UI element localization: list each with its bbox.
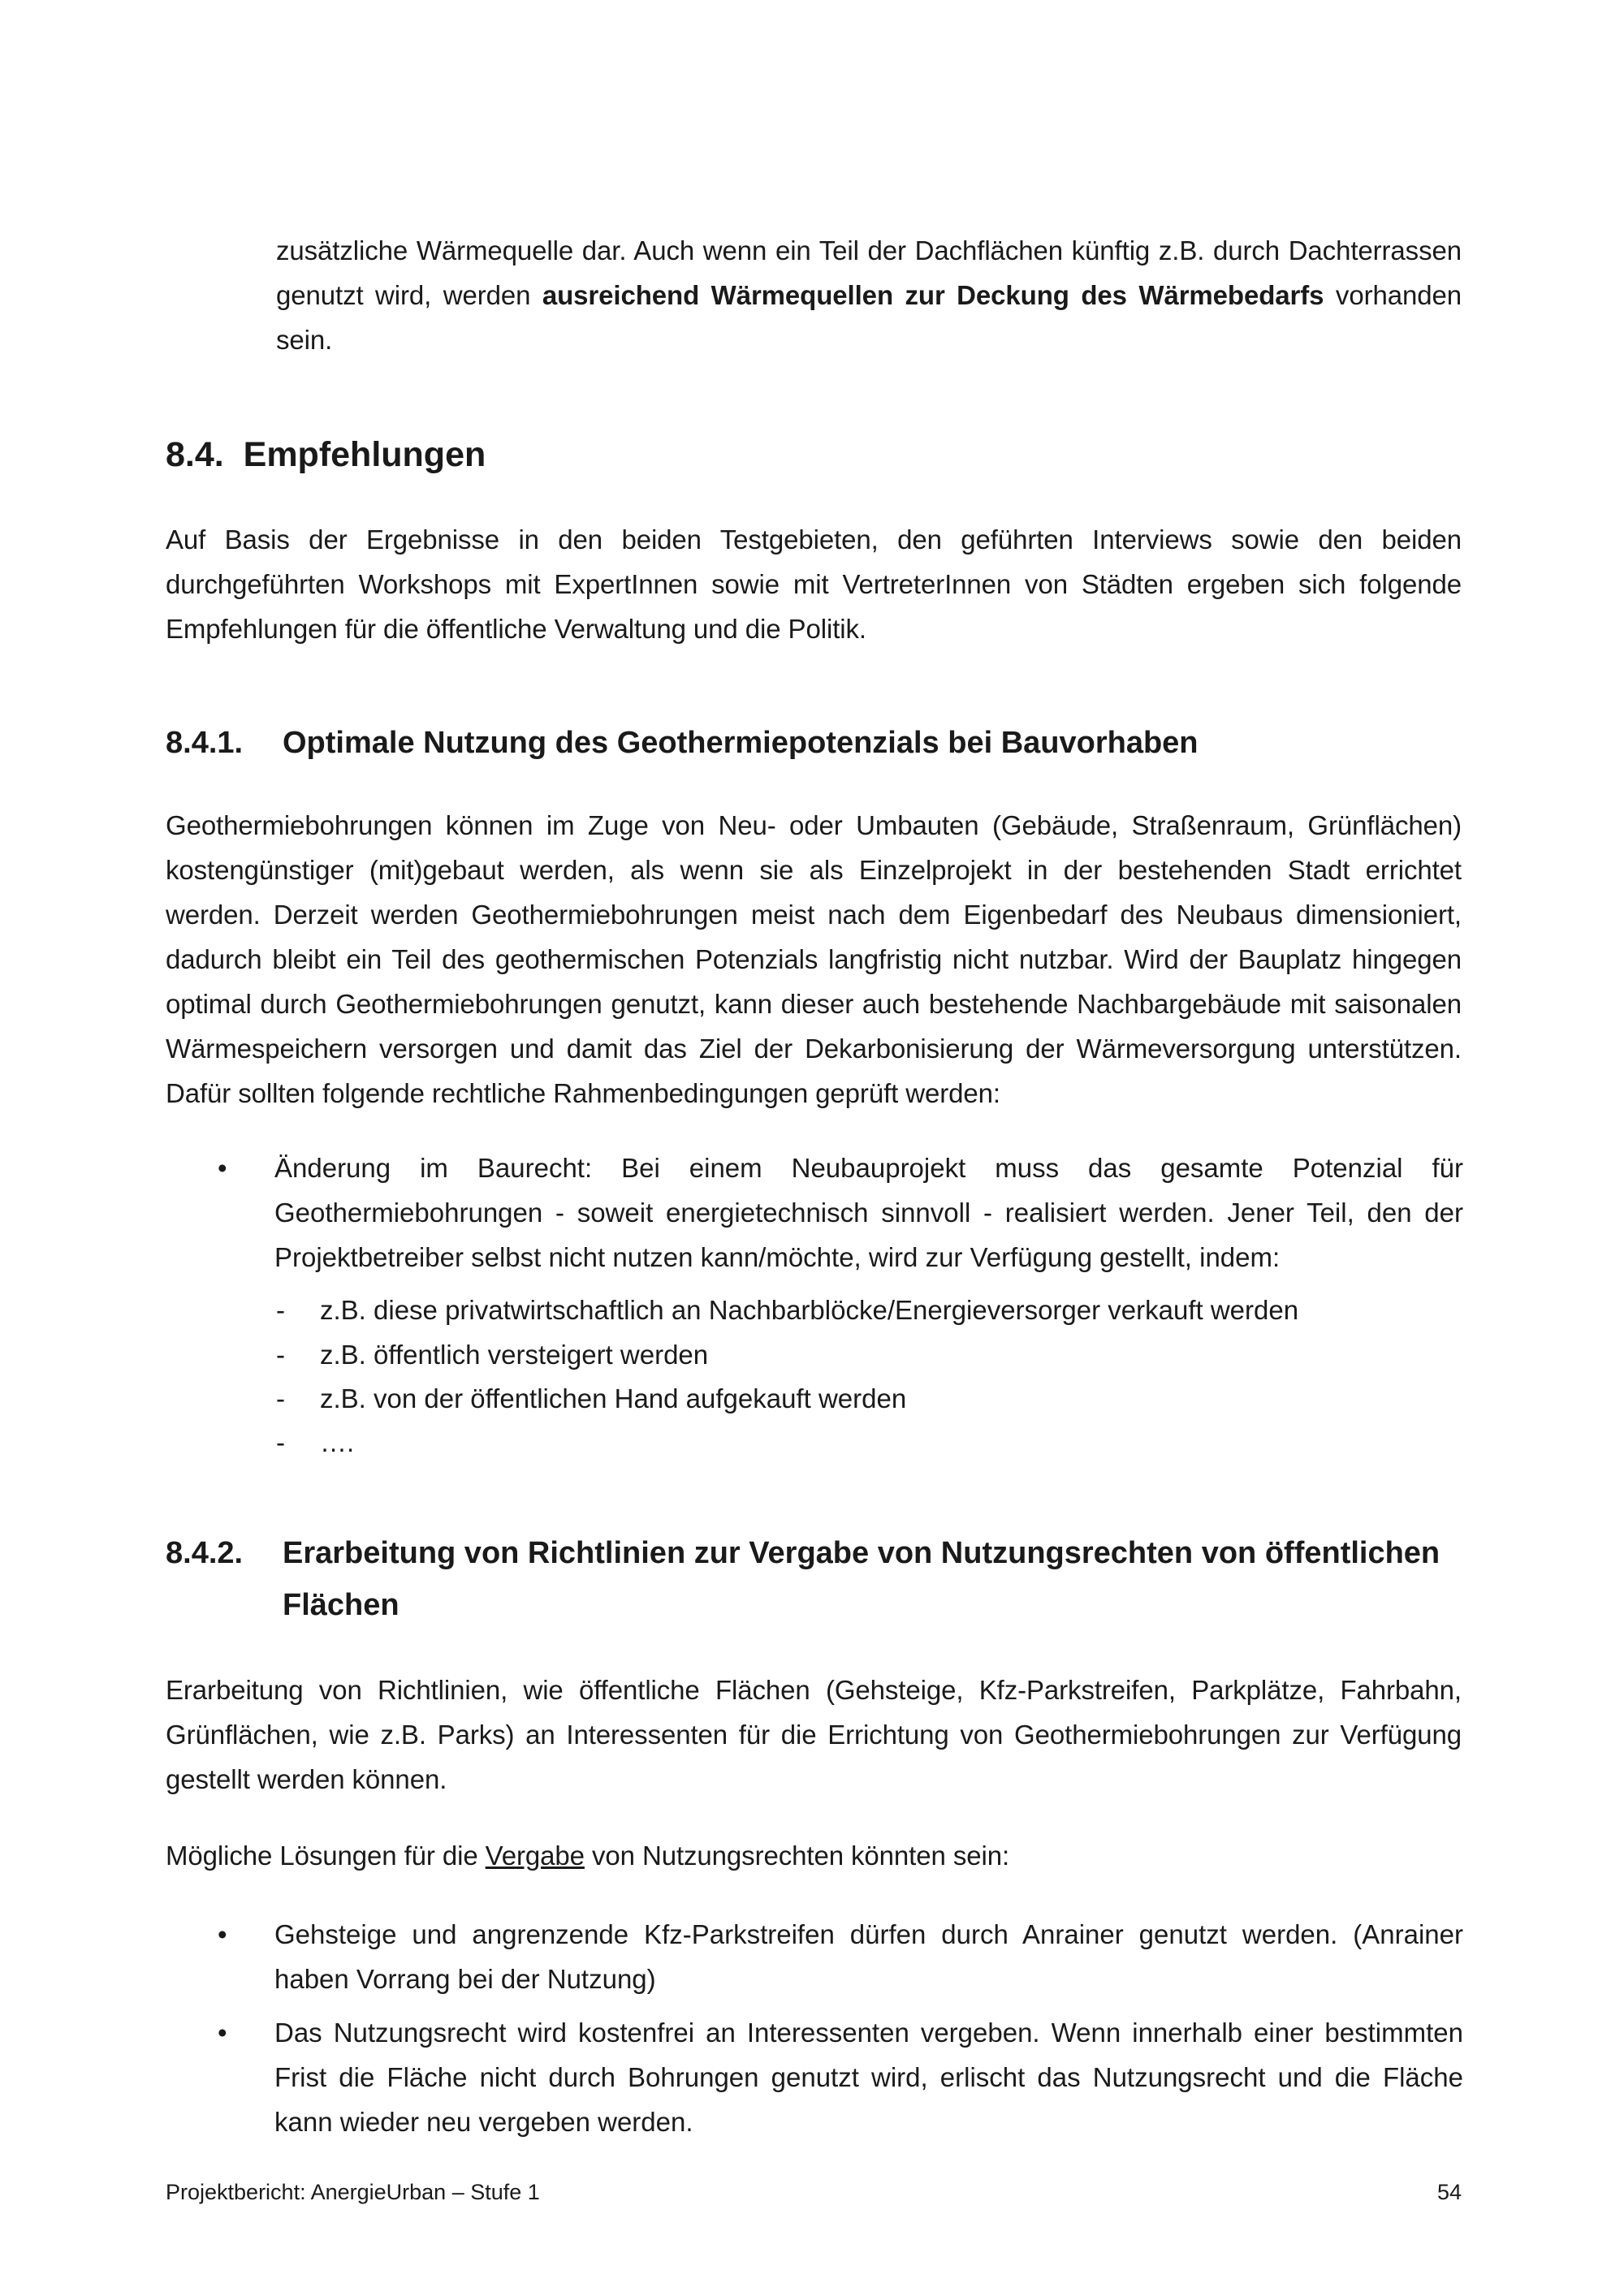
dash-icon: - <box>276 1427 285 1457</box>
section-title: Empfehlungen <box>243 435 486 474</box>
bullet-text: Das Nutzungsrecht wird kostenfrei an Interessenten vergeben. Wenn innerhalb einer bestimmten Frist die Fläche nicht durch Bohrungen genutzt wird, erlischt das Nutzungsrecht und die Fläche kann wieder neu vergeben werden. <box>274 2018 1463 2137</box>
section-number: 8.4.2. <box>166 1536 244 1570</box>
section-number: 8.4.1. <box>166 726 244 760</box>
intro-text-bold: ausreichend Wärmequellen zur Deckung des Wärmebedarfs <box>542 280 1324 310</box>
section-title: Optimale Nutzung des Geothermiepotenzials bei Bauvorhaben <box>283 726 1199 760</box>
dash-icon: - <box>276 1340 285 1370</box>
section-8-4-1-bullet-list <box>166 1146 1465 1470</box>
section-8-4-1-text: Geothermiebohrungen können im Zuge von Neu- oder Umbauten (Gebäude, Straßenraum, Grünflächen) kostengünstiger (mit)gebaut werden, als wenn sie als Einzelprojekt in der bestehenden Stadt errichtet werden. Derzeit werden Geothermiebohrungen meist nach dem Eigenbedarf des Neubaus dimensioniert, dadurch bleibt ein Teil des geothermischen Potenzials langfristig nicht nutzbar. Wird der Bauplatz hingegen optimal durch Geothermiebohrungen genutzt, kann dieser auch bestehende Nachbargebäude mit saisonalen Wärmespeichern versorgen und damit das Ziel der Dekarbonisierung der Wärmeversorgung unterstützen. Dafür sollten folgende rechtliche Rahmenbedingungen geprüft werden: <box>166 810 1462 1108</box>
sub-list-item: z.B. diese privatwirtschaftlich an Nachbarblöcke/Energieversorger verkauft werden <box>320 1295 1299 1325</box>
section-8-4-1-paragraph <box>166 803 1462 1116</box>
intro-paragraph <box>276 228 1462 362</box>
lead-text-end: von Nutzungsrechten könnten sein: <box>584 1841 1010 1871</box>
section-heading-8-4 <box>166 432 1465 477</box>
section-8-4-2-text: Erarbeitung von Richtlinien, wie öffentliche Flächen (Gehsteige, Kfz-Parkstreifen, Parkplätze, Fahrbahn, Grünflächen, wie z.B. Parks) an Interessenten für die Errichtung von Geothermiebohrungen zur Verfügung gestellt werden können. <box>166 1675 1462 1794</box>
dash-icon: - <box>276 1295 285 1325</box>
intro-text-part2: vorhanden sein. <box>276 280 1462 355</box>
bullet-icon: • <box>218 1919 227 1949</box>
section-number: 8.4. <box>166 435 224 474</box>
section-8-4-2-paragraph <box>166 1668 1462 1802</box>
section-8-4-2-lead <box>166 1833 1462 1878</box>
bullet-icon: • <box>218 2018 227 2048</box>
intro-text-part1: zusätzliche Wärmequelle dar. Auch wenn ein Teil der Dachflächen künftig z.B. durch Dachterrassen genutzt wird, werden <box>276 235 1462 310</box>
sub-list-item: z.B. öffentlich versteigert werden <box>320 1340 709 1370</box>
section-8-4-paragraph <box>166 517 1462 651</box>
sub-list-item: …. <box>320 1427 355 1457</box>
section-heading-8-4-1 <box>166 717 1465 769</box>
bullet-icon: • <box>218 1153 227 1183</box>
bullet-text: Gehsteige und angrenzende Kfz-Parkstreifen dürfen durch Anrainer genutzt werden. (Anrainer haben Vorrang bei der Nutzung) <box>274 1919 1463 1994</box>
footer-title: Projektbericht: AnergieUrban – Stufe 1 <box>166 2180 540 2204</box>
section-title: Erarbeitung von Richtlinien zur Vergabe von Nutzungsrechten von öffentlichen Flächen <box>283 1536 1440 1622</box>
section-heading-8-4-2 <box>166 1527 1465 1633</box>
bullet-text: Änderung im Baurecht: Bei einem Neubauprojekt muss das gesamte Potenzial für Geothermiebohrungen - soweit energietechnisch sinnvoll - realisiert werden. Jener Teil, den der Projektbetreiber selbst nicht nutzen kann/möchte, wird zur Verfügung gestellt, indem: <box>274 1153 1463 1272</box>
page-number: 54 <box>1436 2180 1462 2204</box>
section-8-4-text: Auf Basis der Ergebnisse in den beiden Testgebieten, den geführten Interviews sowie den beiden durchgeführten Workshops mit ExpertInnen sowie mit VertreterInnen von Städten ergeben sich folgende Empfehlungen für die öffentliche Verwaltung und die Politik. <box>166 524 1462 644</box>
footer-page-number <box>1385 2178 1462 2206</box>
lead-underlined-text: Vergabe <box>485 1841 585 1871</box>
lead-text: Mögliche Lösungen für die <box>166 1841 486 1871</box>
sub-list-item: z.B. von der öffentlichen Hand aufgekauft werden <box>320 1383 907 1413</box>
dash-icon: - <box>276 1383 285 1413</box>
footer-left <box>166 2178 540 2206</box>
section-8-4-2-bullet-list <box>166 1912 1465 2156</box>
